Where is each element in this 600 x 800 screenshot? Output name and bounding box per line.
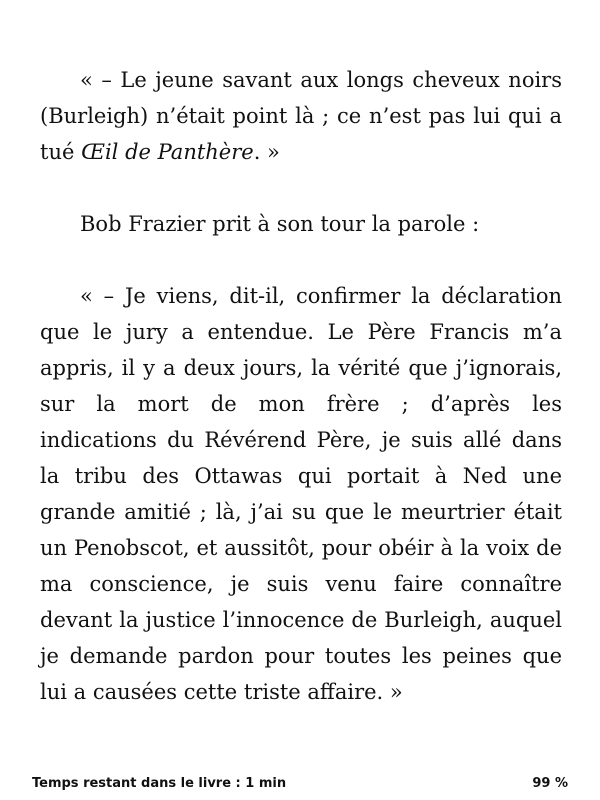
reader-footer <box>32 776 568 791</box>
paragraph-1-text-end: . » <box>253 140 280 164</box>
paragraph-1-text-start: « – Le jeune savant aux longs cheveux noirs (Burleigh) n’était point là ; ce n’est pas lui qui a tué <box>40 68 562 164</box>
time-remaining-label: Temps restant dans le livre : 1 min <box>32 776 287 791</box>
reader-page <box>40 62 562 710</box>
paragraph-spacer <box>40 242 562 278</box>
paragraph-spacer <box>40 170 562 206</box>
paragraph-3: « – Je viens, dit-il, confirmer la déclaration que le jury a entendue. Le Père Francis m’a appris, il y a deux jours, la vérité que j’ignorais, sur la mort de mon frère ; d’après les indications du Révérend Père, je suis allé dans la tribu des Ottawas qui portait à Ned une grande amitié ; là, j’ai su que le meurtrier était un Penobscot, et aussitôt, pour obéir à la voix de ma conscience, je suis venu faire connaître devant la justice l’innocence de Burleigh, auquel je demande pardon pour toutes les peines que lui a causées cette triste affaire. » <box>40 284 562 704</box>
italic-title: Œil de Panthère <box>81 140 254 164</box>
paragraph-1 <box>40 62 562 170</box>
progress-percent: 99 % <box>532 776 568 791</box>
paragraph-2: Bob Frazier prit à son tour la parole : <box>80 212 480 236</box>
